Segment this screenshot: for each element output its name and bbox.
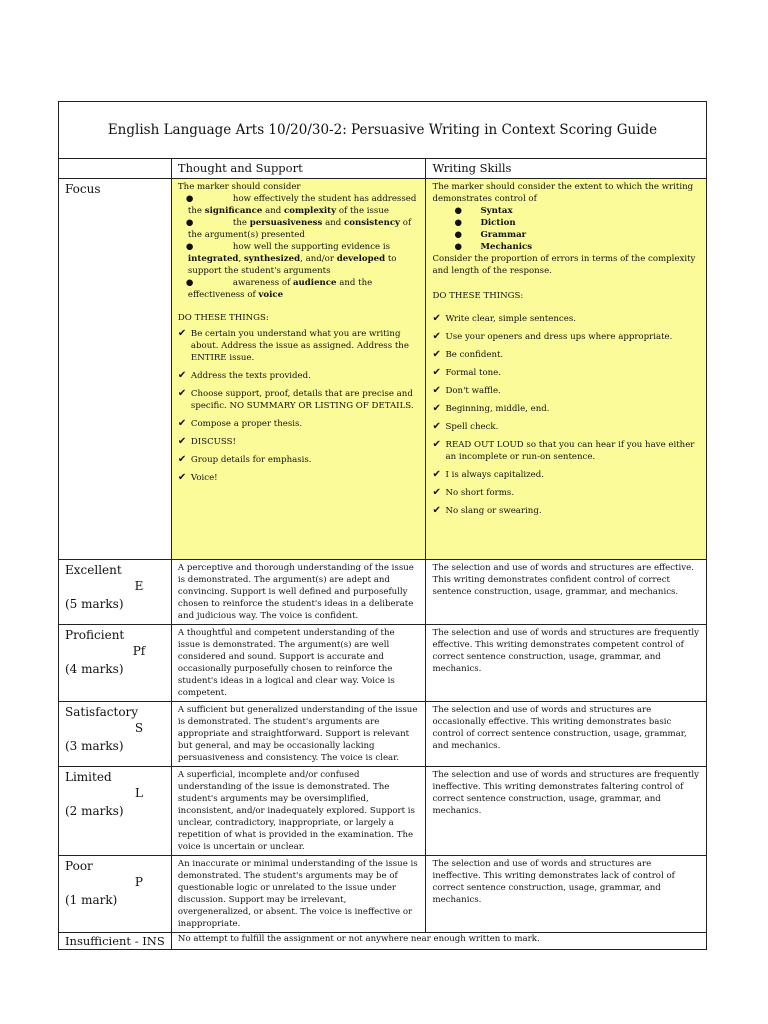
header-blank bbox=[59, 159, 172, 179]
checkmark-icon: ✔ bbox=[432, 439, 441, 450]
checklist-item bbox=[432, 439, 700, 463]
checklist-text: No slang or swearing. bbox=[445, 506, 542, 516]
level-thought-descriptor: A sufficient but generalized understanding of the issue is demonstrated. The student's arguments are appropriate and straightforward. Support is relevant but general, and may be occasionally lacking persuasiveness and consistency. The voice is clear. bbox=[171, 702, 426, 767]
bullet-icon: ● bbox=[185, 242, 194, 252]
checklist-text: Be certain you understand what you are writing about. Address the issue as assigned. Address the ENTIRE issue. bbox=[190, 329, 409, 363]
rubric-row bbox=[59, 560, 707, 625]
level-name: Excellent bbox=[65, 563, 122, 577]
bullet-icon: ● bbox=[454, 230, 462, 240]
checkmark-icon: ✔ bbox=[177, 454, 187, 465]
bold-term: audience bbox=[292, 278, 337, 288]
bold-term: voice bbox=[258, 290, 284, 300]
checklist-text: Write clear, simple sentences. bbox=[445, 314, 576, 324]
bold-term: consistency bbox=[343, 218, 401, 228]
level-marks: (3 marks) bbox=[65, 739, 124, 753]
level-label-cell bbox=[59, 702, 172, 767]
thought-bullet-list bbox=[178, 193, 420, 301]
bullet-icon: ● bbox=[454, 218, 462, 228]
checklist-item bbox=[432, 487, 700, 499]
checklist-item bbox=[432, 349, 700, 361]
checklist-text: READ OUT LOUD so that you can hear if you have either an incomplete or run-on sentence. bbox=[445, 440, 695, 462]
level-code: L bbox=[134, 786, 143, 800]
bold-term: significance bbox=[204, 206, 263, 216]
header-writing-skills: Writing Skills bbox=[426, 159, 707, 179]
checkmark-icon: ✔ bbox=[432, 313, 441, 324]
level-marks: (4 marks) bbox=[65, 662, 124, 676]
bold-term: synthesized bbox=[243, 254, 301, 264]
checkmark-icon: ✔ bbox=[432, 487, 441, 498]
title-row bbox=[59, 102, 707, 159]
checklist-text: Spell check. bbox=[445, 422, 499, 432]
level-name: Limited bbox=[65, 770, 112, 784]
bullet-icon: ● bbox=[185, 194, 194, 204]
bullet-text: how effectively the student has addressed the bbox=[187, 194, 417, 216]
insufficient-text: No attempt to fulfill the assignment or not anywhere near enough written to mark. bbox=[171, 933, 706, 950]
header-row bbox=[59, 159, 707, 179]
checkmark-icon: ✔ bbox=[432, 349, 441, 360]
thought-bullet-item bbox=[178, 217, 420, 241]
checklist-item bbox=[432, 421, 700, 433]
bullet-text: the bbox=[232, 218, 250, 228]
checklist-item bbox=[432, 367, 700, 379]
focus-thought-cell bbox=[171, 179, 426, 560]
level-thought-descriptor: A perceptive and thorough understanding of the issue is demonstrated. The argument(s) are adept and convincing. Support is well defined and purposefully chosen to reinforce the student's ideas in a deliberate and judicious way. The voice is confident. bbox=[171, 560, 426, 625]
level-marks: (5 marks) bbox=[65, 597, 124, 611]
bullet-text: to support the student's arguments bbox=[187, 254, 397, 276]
level-code: P bbox=[134, 875, 143, 889]
bullet-text: awareness of bbox=[232, 278, 293, 288]
checklist-item bbox=[178, 328, 420, 364]
bullet-text: of the argument(s) presented bbox=[187, 218, 412, 240]
writing-bullet-text: Syntax bbox=[480, 206, 513, 216]
bullet-text: , bbox=[238, 254, 244, 264]
checkmark-icon: ✔ bbox=[177, 328, 187, 339]
checkmark-icon: ✔ bbox=[177, 370, 187, 381]
bullet-icon: ● bbox=[185, 218, 194, 228]
level-label-cell bbox=[59, 560, 172, 625]
bullet-text: and the effectiveness of bbox=[187, 278, 373, 300]
checklist-text: Voice! bbox=[190, 473, 218, 483]
level-name: Satisfactory bbox=[65, 705, 139, 719]
checkmark-icon: ✔ bbox=[432, 385, 441, 396]
bold-term: complexity bbox=[283, 206, 337, 216]
writing-do-heading: DO THESE THINGS: bbox=[432, 291, 524, 301]
checkmark-icon: ✔ bbox=[432, 469, 441, 480]
level-writing-descriptor: The selection and use of words and structures are frequently ineffective. This writing demonstrates faltering control of correct sentence construction, usage, grammar, and mechanics. bbox=[426, 767, 707, 856]
checklist-item bbox=[178, 370, 420, 382]
checklist-item bbox=[432, 403, 700, 415]
thought-intro: The marker should consider bbox=[177, 182, 301, 192]
writing-checklist bbox=[432, 313, 700, 517]
checklist-item bbox=[178, 472, 420, 484]
checkmark-icon: ✔ bbox=[432, 367, 441, 378]
checkmark-icon: ✔ bbox=[177, 436, 187, 447]
checklist-item bbox=[178, 436, 420, 448]
rubric-rows bbox=[59, 560, 707, 933]
writing-bullet-item bbox=[454, 217, 700, 229]
level-thought-descriptor: A superficial, incomplete and/or confused understanding of the issue is demonstrated. The student's arguments may be oversimplified, inconsistent, and/or inadequately explored. Support is unclear, contradictory, inappropriate, or largely a repetition of what is provided in the examination. The voice is uncertain or unclear. bbox=[171, 767, 426, 856]
insufficient-row bbox=[59, 933, 707, 950]
checkmark-icon: ✔ bbox=[432, 331, 441, 342]
writing-bullet-text: Diction bbox=[480, 218, 516, 228]
rubric-row bbox=[59, 702, 707, 767]
level-label-cell bbox=[59, 767, 172, 856]
level-name: Poor bbox=[65, 859, 93, 873]
checklist-text: Beginning, middle, end. bbox=[445, 404, 550, 414]
writing-bullet-text: Mechanics bbox=[480, 242, 533, 252]
checklist-item bbox=[432, 469, 700, 481]
focus-label-text: Focus bbox=[65, 182, 101, 196]
level-code: Pf bbox=[132, 644, 146, 658]
checklist-text: Choose support, proof, details that are precise and specific. NO SUMMARY OR LISTING OF DETAILS. bbox=[190, 389, 414, 411]
checklist-text: Compose a proper thesis. bbox=[190, 419, 303, 429]
level-writing-descriptor: The selection and use of words and structures are frequently effective. This writing demonstrates competent control of correct sentence construction, usage, grammar, and mechanics. bbox=[426, 625, 707, 702]
thought-checklist bbox=[178, 328, 420, 484]
bullet-icon: ● bbox=[454, 206, 462, 216]
checklist-text: Use your openers and dress ups where appropriate. bbox=[445, 332, 673, 342]
level-label-cell bbox=[59, 856, 172, 933]
checklist-text: Group details for emphasis. bbox=[190, 455, 312, 465]
thought-do-heading: DO THESE THINGS: bbox=[177, 313, 269, 323]
focus-writing-cell bbox=[426, 179, 707, 560]
bullet-text: how well the supporting evidence is bbox=[232, 242, 390, 252]
checklist-text: Be confident. bbox=[445, 350, 504, 360]
writing-bullet-list bbox=[432, 205, 700, 253]
writing-bullet-item bbox=[454, 241, 700, 253]
checkmark-icon: ✔ bbox=[432, 421, 441, 432]
level-label-cell bbox=[59, 625, 172, 702]
insufficient-label: Insufficient - INS bbox=[59, 933, 172, 950]
checklist-text: No short forms. bbox=[445, 488, 515, 498]
checklist-text: Formal tone. bbox=[445, 368, 501, 378]
page-title: English Language Arts 10/20/30-2: Persuasive Writing in Context Scoring Guide bbox=[59, 102, 707, 159]
checklist-item bbox=[432, 385, 700, 397]
checkmark-icon: ✔ bbox=[177, 472, 187, 483]
level-writing-descriptor: The selection and use of words and structures are ineffective. This writing demonstrates lack of control of correct sentence construction, usage, grammar, and mechanics. bbox=[426, 856, 707, 933]
bullet-text: of the issue bbox=[336, 206, 389, 216]
writing-bullet-item bbox=[454, 229, 700, 241]
level-name: Proficient bbox=[65, 628, 125, 642]
checklist-text: DISCUSS! bbox=[190, 437, 236, 447]
rubric-row bbox=[59, 856, 707, 933]
bold-term: developed bbox=[336, 254, 386, 264]
bullet-icon: ● bbox=[185, 278, 194, 288]
level-thought-descriptor: An inaccurate or minimal understanding of the issue is demonstrated. The student's arguments may be of questionable logic or unrelated to the issue under discussion. Support may be irrelevant, overgeneralized, or absent. The voice is ineffective or inappropriate. bbox=[171, 856, 426, 933]
bullet-text: and bbox=[262, 206, 284, 216]
checklist-text: I is always capitalized. bbox=[445, 470, 544, 480]
level-code: E bbox=[134, 579, 144, 593]
checklist-item bbox=[178, 388, 420, 412]
focus-row bbox=[59, 179, 707, 560]
bullet-icon: ● bbox=[454, 242, 462, 252]
focus-label bbox=[59, 179, 172, 560]
checklist-text: Address the texts provided. bbox=[190, 371, 311, 381]
scoring-guide-table bbox=[58, 101, 707, 950]
bullet-text: and bbox=[322, 218, 344, 228]
checkmark-icon: ✔ bbox=[177, 388, 187, 399]
checklist-item bbox=[432, 505, 700, 517]
level-marks: (2 marks) bbox=[65, 804, 124, 818]
writing-bullet-text: Grammar bbox=[480, 230, 527, 240]
bold-term: integrated bbox=[187, 254, 239, 264]
bullet-text: , and/or bbox=[300, 254, 337, 264]
checkmark-icon: ✔ bbox=[432, 403, 441, 414]
checkmark-icon: ✔ bbox=[432, 505, 441, 516]
level-thought-descriptor: A thoughtful and competent understanding of the issue is demonstrated. The argument(s) are well considered and sound. Support is accurate and occasionally purposefully chosen to reinforce the student's ideas in a logical and clear way. Voice is competent. bbox=[171, 625, 426, 702]
checklist-text: Don't waffle. bbox=[445, 386, 501, 396]
header-thought-support: Thought and Support bbox=[171, 159, 426, 179]
thought-bullet-item bbox=[178, 241, 420, 277]
writing-note: Consider the proportion of errors in terms of the complexity and length of the response. bbox=[432, 254, 696, 276]
checklist-item bbox=[432, 313, 700, 325]
rubric-row bbox=[59, 767, 707, 856]
level-code: S bbox=[134, 721, 144, 735]
rubric-row bbox=[59, 625, 707, 702]
checkmark-icon: ✔ bbox=[177, 418, 187, 429]
thought-bullet-item bbox=[178, 193, 420, 217]
level-writing-descriptor: The selection and use of words and structures are occasionally effective. This writing demonstrates basic control of correct sentence construction, usage, grammar, and mechanics. bbox=[426, 702, 707, 767]
checklist-item bbox=[432, 331, 700, 343]
checklist-item bbox=[178, 454, 420, 466]
checklist-item bbox=[178, 418, 420, 430]
level-marks: (1 mark) bbox=[65, 893, 118, 907]
level-writing-descriptor: The selection and use of words and structures are effective. This writing demonstrates confident control of correct sentence construction, usage, grammar, and mechanics. bbox=[426, 560, 707, 625]
bold-term: persuasiveness bbox=[249, 218, 323, 228]
writing-bullet-item bbox=[454, 205, 700, 217]
thought-bullet-item bbox=[178, 277, 420, 301]
writing-intro: The marker should consider the extent to which the writing demonstrates control of bbox=[432, 182, 694, 204]
